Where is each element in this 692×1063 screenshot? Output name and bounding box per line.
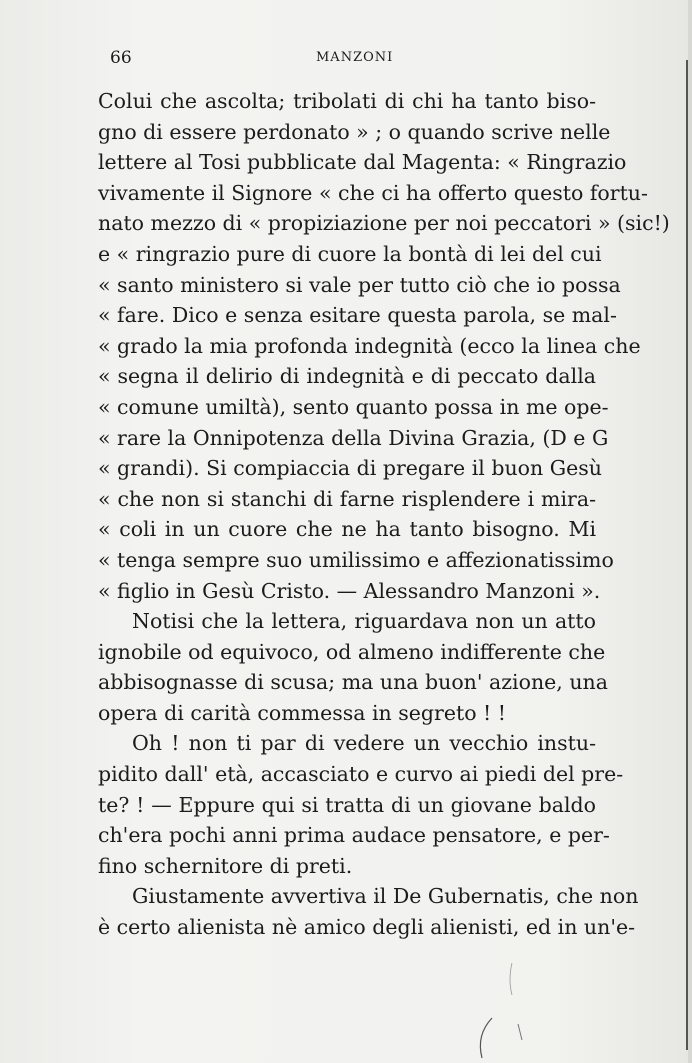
text-line: « segna il delirio di indegnità e di peccato dalla [98,364,596,389]
paragraph-start-line: Oh ! non ti par di vedere un vecchio instu- [132,731,596,756]
text-line: Colui che ascolta; tribolati di chi ha tanto biso- [98,89,596,113]
text-line: « che non si stanchi di farne risplendere i mira- [98,486,596,511]
paragraph-start-line: Notisi che la lettera, riguardava non un atto [132,609,596,634]
text-line: ch'era pochi anni prima audace pensatore, e per- [98,823,610,848]
text-line: « fare. Dico e senza esitare questa parola, se mal- [98,303,617,328]
pencil-mark-tick [518,1024,522,1040]
text-line: « rare la Onnipotenza della Divina Grazia, (D e G [98,425,609,450]
text-line: te? ! — Eppure qui si tratta di un giovane baldo [98,792,596,817]
text-line: lettere al Tosi pubblicate dal Magenta: « Ringrazio [98,150,627,175]
running-title: MANZONI [316,50,394,65]
text-line: « santo ministero si vale per tutto ciò che io possa [98,272,621,297]
text-line: gno di essere perdonato » ; o quando scrive nelle [98,119,611,144]
paragraph-start-line: Giustamente avvertiva il De Gubernatis, che non [132,884,639,909]
text-line: « coli in un cuore che ne ha tanto bisogno. Mi [98,517,596,542]
text-line: fino schernitore di preti. [98,853,353,878]
text-line: ignobile od equivoco, od almeno indifferente che [98,639,606,664]
text-line: « figlio in Gesù Cristo. — Alessandro Manzoni ». [98,578,601,603]
text-line: abbisognasse di scusa; ma una buon' azione, una [98,670,608,695]
text-line: « grandi). Si compiaccia di pregare il buon Gesù [98,456,602,481]
text-line: nato mezzo di « propiziazione per noi peccatori » (sic!) [98,211,670,236]
text-line: opera di carità commessa in segreto ! ! [98,700,507,725]
text-line: pidito dall' età, accasciato e curvo ai piedi del pre- [98,762,624,787]
pencil-mark-bracket [480,1018,492,1058]
text-line: vivamente il Signore « che ci ha offerto questo fortu- [98,180,648,205]
text-line: e « ringrazio pure di cuore la bontà di lei del cui [98,241,602,266]
text-line: « grado la mia profonda indegnità (ecco la linea che [98,333,641,358]
text-line: è certo alienista nè amico degli alienisti, ed in un'e- [98,915,636,940]
pencil-mark-faint [510,963,512,995]
page-number: 66 [110,48,132,68]
text-line: « tenga sempre suo umilissimo e affezionatissimo [98,547,614,572]
text-line: « comune umiltà), sento quanto possa in me ope- [98,394,609,419]
